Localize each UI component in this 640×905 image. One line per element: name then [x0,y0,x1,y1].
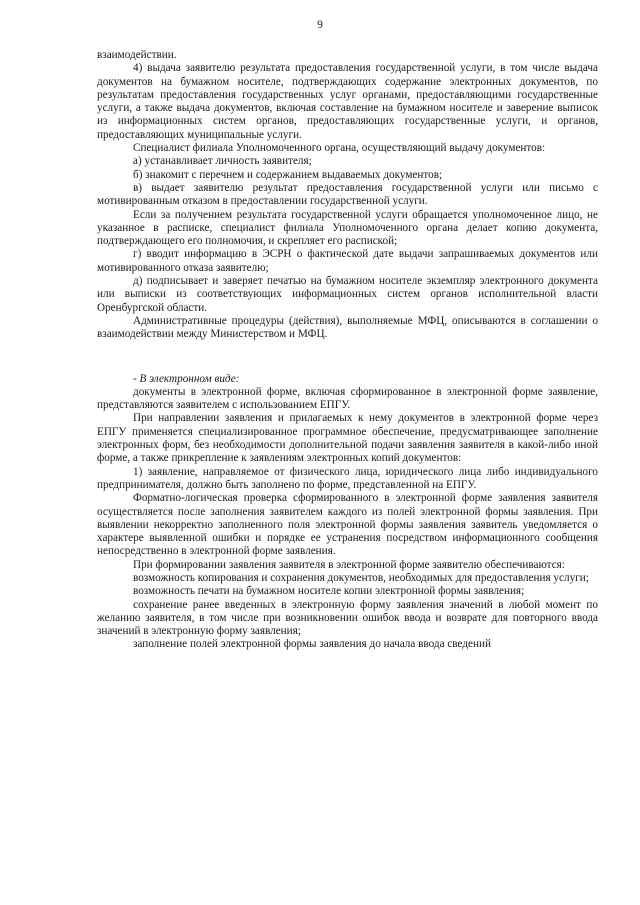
paragraph: возможность копирования и сохранения документов, необходимых для предоставления услуги; [133,571,589,584]
page-number: 9 [317,19,323,31]
paragraph: документы в электронной форме, включая сформированное в электронной форме заявление, представляются заявителем с использованием ЕПГУ. [97,385,598,412]
paragraph: Форматно-логическая проверка сформированного в электронной форме заявления заявителя осуществляется после заполнения заявителем каждого из полей электронной формы заявления. При выявлении некорректно заполненного поля электронной формы заявления заявитель уведомляется о характере выявленной ошибки и порядке ее устранения посредством информационного сообщения непосредственно в электронной форме заявления. [97,492,598,558]
paragraph: 1) заявление, направляемое от физического лица, юридического лица либо индивидуального предпринимателя, должно быть заполнено по форме, представленной на ЕПГУ. [97,465,598,491]
paragraph: в) выдает заявителю результат предоставления государственной услуги или письмо с мотивированным отказом в предоставлении государственной услуги. [97,181,598,208]
paragraph: Административные процедуры (действия), выполняемые МФЦ, описываются в соглашении о взаимодействии между Министерством и МФЦ. [97,314,598,341]
paragraph: д) подписывает и заверяет печатью на бумажном носителе экземпляр электронного документа или выписки из соответствующих информационных систем органов исполнительной власти Оренбургской области. [97,275,598,314]
second-section [97,373,598,652]
paragraph: 4) выдача заявителю результата предоставления государственной услуги, в том числе выдача документов на бумажном носителе, подтверждающих содержание электронных документов, по результатам предоставления государственных услуг органами, предоставляющими государственные услуги, а также выдача документов, включая составление на бумажном носителе и заверение выписок из информационных систем органов, предоставляющих государственные услуги, и органов, предоставляющих муниципальные услуги. [97,62,598,141]
paragraph: б) знакомит с перечнем и содержанием выдаваемых документов; [133,168,443,181]
paragraph: Если за получением результата государственной услуги обращается уполномоченное лицо, не указанное в расписке, специалист филиала Уполномоченного органа делает копию документа, подтверждающего его полномочия, и скрепляет его распиской; [97,208,598,248]
paragraph: а) устанавливает личность заявителя; [133,155,312,168]
paragraph: возможность печати на бумажном носителе копии электронной формы заявления; [133,585,525,598]
paragraph: Специалист филиала Уполномоченного органа, осуществляющий выдачу документов: [133,142,546,155]
first-section [97,49,598,342]
paragraph: взаимодействии. [97,49,177,61]
section-spacer [97,342,598,373]
paragraph: сохранение ранее введенных в электронную форму заявления значений в любой момент по желанию заявителя, в том числе при возникновении ошибок ввода и возврате для повторного ввода значений в электронную форму заявления; [97,598,598,638]
paragraph: При формировании заявления заявителя в электронной форме заявителю обеспечиваются: [133,558,565,571]
paragraph: г) вводит информацию в ЭСРН о фактической дате выдачи запрашиваемых документов или мотивированного отказа заявителю; [97,248,598,274]
section-heading: - В электронном виде: [133,372,240,385]
paragraph: При направлении заявления и прилагаемых к нему документов в электронной форме через ЕПГУ применяется специализированное программное обеспечение, предусматривающее заполнение электронных форм, без необходимости дополнительной подачи заявления заявителя в какой-либо иной форме, а также прикрепление к заявлениям электронных копий документов: [97,412,598,465]
paragraph: заполнение полей электронной формы заявления до начала ввода сведений [133,638,491,651]
document-body [97,49,598,652]
